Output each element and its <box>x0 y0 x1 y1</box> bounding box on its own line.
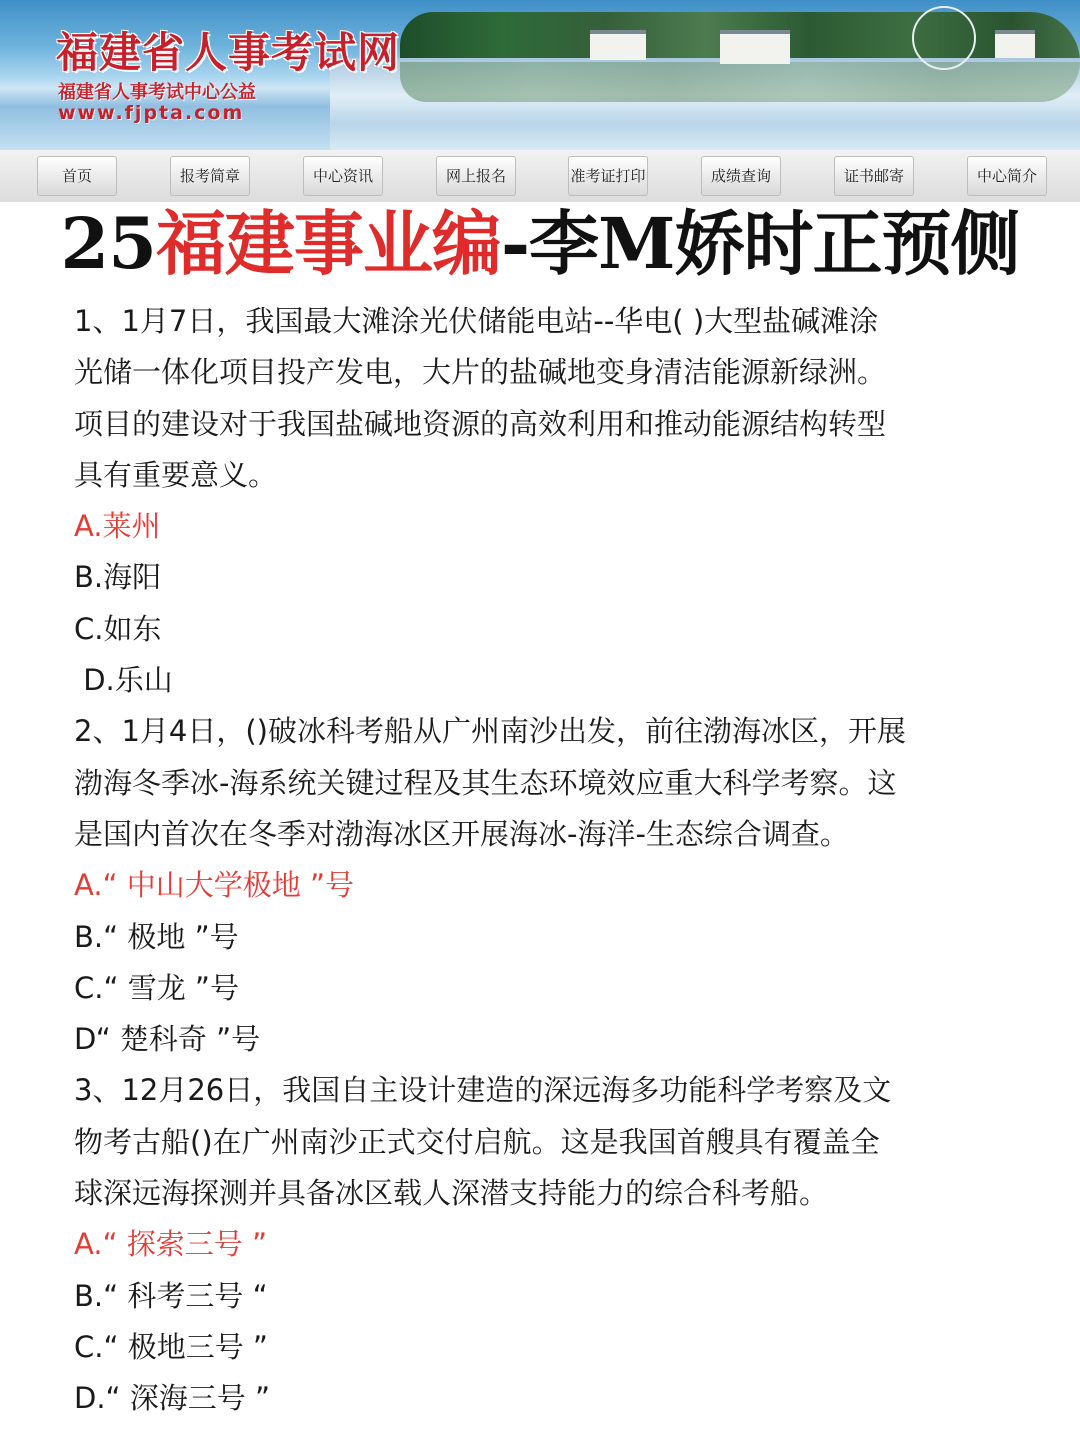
question-text-line: 1、1月7日，我国最大滩涂光伏储能电站--华电( )大型盐碱滩涂 <box>74 304 879 338</box>
option-correct: A.莱州 <box>74 509 161 544</box>
option: D“ 楚科奇 ”号 <box>74 1022 261 1057</box>
nav-home[interactable]: 首页 <box>37 156 117 196</box>
question-1 <box>74 296 1014 706</box>
site-logo-title[interactable]: 福建省人事考试网 <box>56 28 401 77</box>
site-banner <box>0 0 1080 152</box>
question-text-line: 是国内首次在冬季对渤海冰区开展海冰-海洋-生态综合调查。 <box>74 816 849 851</box>
nav-admission-ticket[interactable]: 准考证打印 <box>568 156 648 196</box>
option-correct: A.“ 中山大学极地 ”号 <box>74 868 355 903</box>
question-text-line: 具有重要意义。 <box>74 457 278 492</box>
banner-building <box>590 30 646 60</box>
banner-building <box>995 30 1035 58</box>
question-text-line: 项目的建设对于我国盐碱地资源的高效利用和推动能源结构转型 <box>74 406 887 441</box>
title-suffix: -李M娇时正预侧 <box>500 202 1020 285</box>
nav-about[interactable]: 中心简介 <box>967 156 1047 196</box>
nav-online-registration[interactable]: 网上报名 <box>436 156 516 196</box>
question-2 <box>74 706 1014 1065</box>
title-highlight: 福建事业编 <box>155 202 501 285</box>
nav-certificate-mail[interactable]: 证书邮寄 <box>834 156 914 196</box>
ferris-wheel-graphic <box>912 6 976 70</box>
option: D.乐山 <box>74 663 173 698</box>
site-url: www.fjpta.com <box>58 102 245 124</box>
question-text-line: 球深远海探测并具备冰区载人深潜支持能力的综合科考船。 <box>74 1176 829 1211</box>
question-text-line: 渤海冬季冰-海系统关键过程及其生态环境效应重大科学考察。这 <box>74 765 897 800</box>
nav-news[interactable]: 中心资讯 <box>303 156 383 196</box>
nav-exam-guide[interactable]: 报考简章 <box>170 156 250 196</box>
option: D.“ 深海三号 ” <box>74 1381 271 1416</box>
option: B.“ 科考三号 “ <box>74 1278 268 1313</box>
site-subtitle: 福建省人事考试中心公益 <box>58 82 256 103</box>
banner-building <box>720 30 790 64</box>
question-text-line: 3、12月26日，我国自主设计建造的深远海多功能科学考察及文 <box>74 1073 892 1108</box>
title-prefix: 25 <box>60 202 156 285</box>
question-text-line: 光储一体化项目投产发电，大片的盐碱地变身清洁能源新绿洲。 <box>74 355 887 390</box>
option: B.海阳 <box>74 560 162 595</box>
option: C.“ 极地三号 ” <box>74 1329 268 1364</box>
banner-reflection <box>400 62 1080 102</box>
question-text-line: 物考古船()在广州南沙正式交付启航。这是我国首艘具有覆盖全 <box>74 1124 880 1159</box>
page-title <box>0 202 1080 286</box>
main-nav <box>0 150 1080 202</box>
option-correct: A.“ 探索三号 ” <box>74 1227 268 1262</box>
option: B.“ 极地 ”号 <box>74 919 239 954</box>
option: C.如东 <box>74 611 162 646</box>
question-list <box>74 296 1014 1425</box>
question-text-line: 2、1月4日，()破冰科考船从广州南沙出发，前往渤海冰区，开展 <box>74 714 906 749</box>
option: C.“ 雪龙 ”号 <box>74 970 239 1005</box>
nav-score-query[interactable]: 成绩查询 <box>701 156 781 196</box>
question-3 <box>74 1065 1014 1424</box>
